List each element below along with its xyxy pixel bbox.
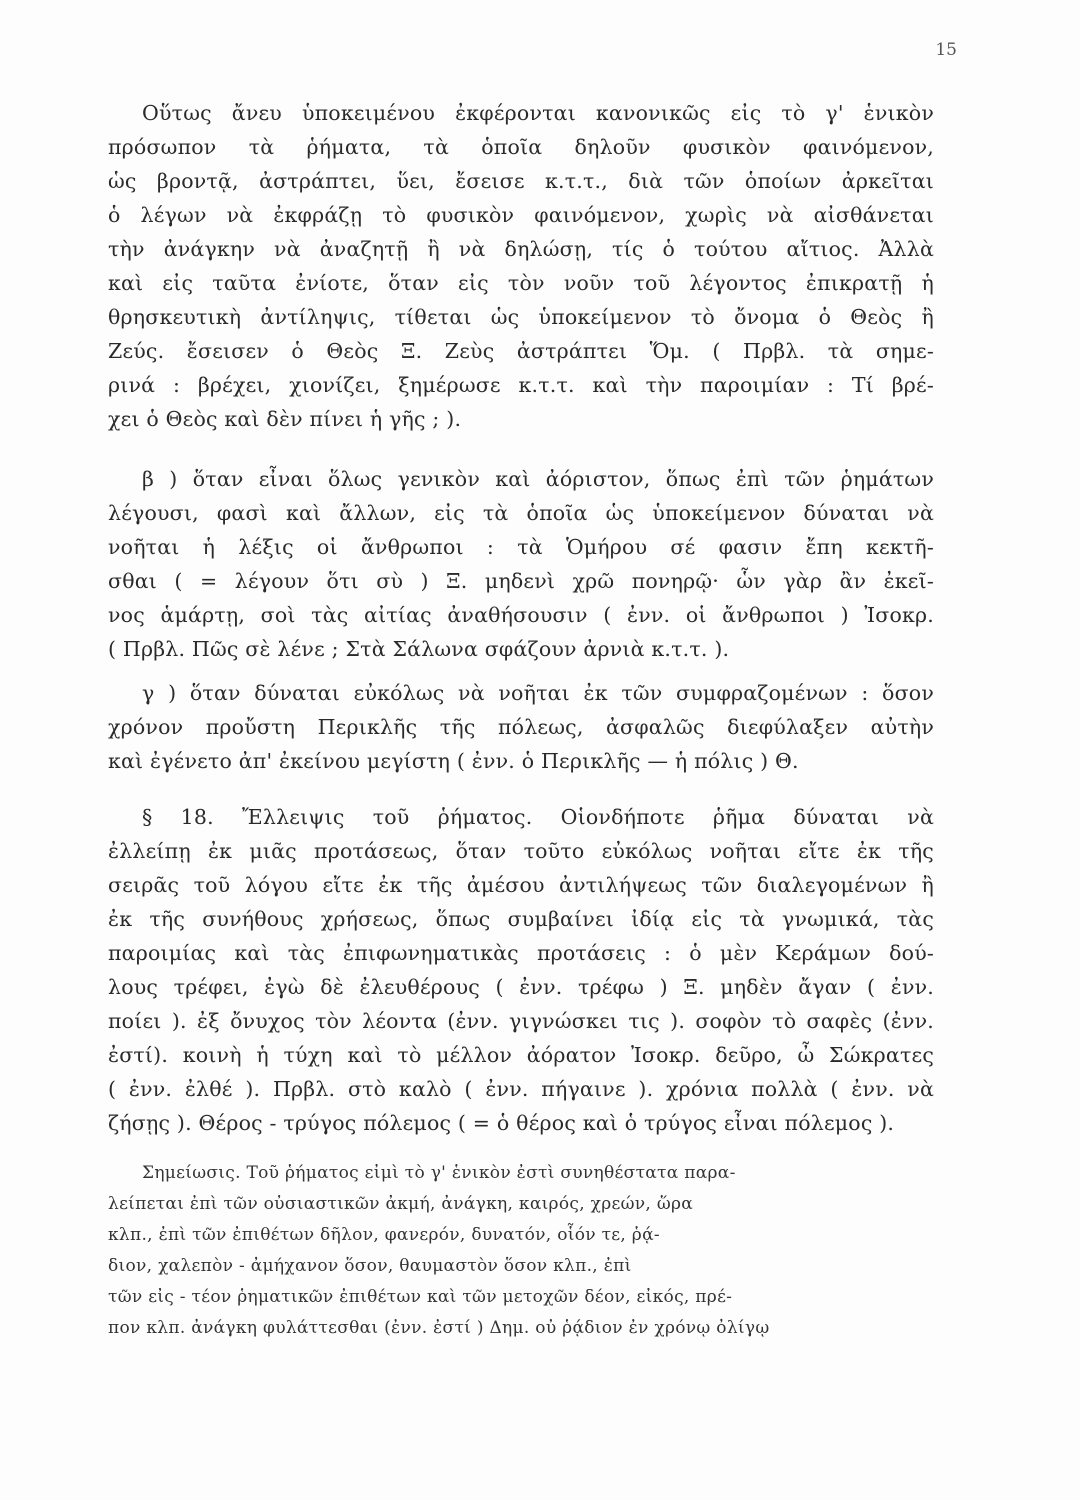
text-line: Ζεύς. ἔσεισεν ὁ Θεὸς Ξ. Ζεὺς ἀστράπτει Ὅμ. ( Πρβλ. τὰ σημε-: [108, 339, 934, 363]
text-line: παροιμίας καὶ τὰς ἐπιφωνηματικὰς προτάσεις : ὁ μὲν Κεράμων δού-: [108, 941, 934, 965]
text-line: διον, χαλεπὸν - ἀμήχανον ὅσον, θαυμαστὸν ὅσον κλπ., ἐπὶ: [108, 1256, 632, 1276]
text-line: πρόσωπον τὰ ῥήματα, τὰ ὁποῖα δηλοῦν φυσικὸν φαινόμενον,: [108, 135, 934, 159]
text-line: τῶν εἰς - τέον ῥηματικῶν ἐπιθέτων καὶ τῶν μετοχῶν δέον, εἰκός, πρέ-: [108, 1287, 733, 1307]
page-number: 15: [935, 40, 957, 60]
text-line: ὁ λέγων νὰ ἐκφράζῃ τὸ φυσικὸν φαινόμενον, χωρὶς νὰ αἰσθάνεται: [108, 203, 934, 227]
text-line: νοῆται ἡ λέξις οἱ ἄνθρωποι : τὰ Ὁμήρου σέ φασιν ἔπη κεκτῆ-: [108, 535, 934, 559]
text-line: πον κλπ. ἀνάγκη φυλάττεσθαι (ἐνν. ἐστί ) Δημ. οὐ ῥᾴδιον ἐν χρόνῳ ὀλίγῳ: [108, 1318, 770, 1338]
text-line: τὴν ἀνάγκην νὰ ἀναζητῇ ἢ νὰ δηλώσῃ, τίς ὁ τούτου αἴτιος. Ἀλλὰ: [108, 237, 934, 261]
section-18-ellipsis-of-verb: [108, 800, 934, 1140]
paragraph-beta: [108, 462, 934, 666]
text-line: καὶ ἐγένετο ἀπ' ἐκείνου μεγίστη ( ἐνν. ὁ Περικλῆς — ἡ πόλις ) Θ.: [108, 749, 799, 773]
paragraph-impersonal-verbs: [108, 96, 934, 436]
text-line: λέγουσι, φασὶ καὶ ἄλλων, εἰς τὰ ὁποῖα ὡς ὑποκείμενον δύναται νὰ: [108, 501, 934, 525]
text-line: β ) ὅταν εἶναι ὅλως γενικὸν καὶ ἀόριστον, ὅπως ἐπὶ τῶν ῥημάτων: [142, 467, 934, 491]
text-line: ( Πρβλ. Πῶς σὲ λένε ; Στὰ Σάλωνα σφάζουν ἀρνιὰ κ.τ.τ. ).: [108, 637, 730, 661]
text-line: σθαι ( = λέγουν ὅτι σὺ ) Ξ. μηδενὶ χρῶ πονηρῷ· ὧν γὰρ ἂν ἐκεῖ-: [108, 569, 934, 593]
text-line: ρινά : βρέχει, χιονίζει, ξημέρωσε κ.τ.τ. καὶ τὴν παροιμίαν : Τί βρέ-: [108, 373, 934, 397]
text-line: Σημείωσις. Τοῦ ῥήματος εἰμὶ τὸ γ' ἑνικὸν ἐστὶ συνηθέστατα παρα-: [142, 1163, 736, 1183]
footnote-remark: [108, 1158, 934, 1344]
text-line: κλπ., ἐπὶ τῶν ἐπιθέτων δῆλον, φανερόν, δυνατόν, οἷόν τε, ῥᾴ-: [108, 1225, 660, 1245]
text-line: ἐκ τῆς συνήθους χρήσεως, ὅπως συμβαίνει ἰδίᾳ εἰς τὰ γνωμικά, τὰς: [108, 907, 934, 931]
text-line: ἐστί). κοινὴ ἡ τύχη καὶ τὸ μέλλον ἀόρατον Ἰσοκρ. δεῦρο, ὦ Σώκρατες: [108, 1043, 934, 1067]
text-line: νος ἁμάρτῃ, σοὶ τὰς αἰτίας ἀναθήσουσιν ( ἐνν. οἱ ἄνθρωποι ) Ἰσοκρ.: [108, 603, 934, 627]
text-line: χει ὁ Θεὸς καὶ δὲν πίνει ἡ γῆς ; ).: [108, 407, 462, 431]
paragraph-gamma: [108, 676, 934, 778]
text-line: λείπεται ἐπὶ τῶν οὐσιαστικῶν ἀκμή, ἀνάγκη, καιρός, χρεών, ὥρα: [108, 1194, 694, 1214]
text-line: ἐλλείπῃ ἐκ μιᾶς προτάσεως, ὅταν τοῦτο εὐκόλως νοῆται εἴτε ἐκ τῆς: [108, 839, 934, 863]
text-line: καὶ εἰς ταῦτα ἐνίοτε, ὅταν εἰς τὸν νοῦν τοῦ λέγοντος ἐπικρατῇ ἡ: [108, 271, 934, 295]
section-heading-line: § 18. Ἔλλειψις τοῦ ῥήματος. Οἱονδήποτε ῥῆμα δύναται νὰ: [142, 805, 934, 829]
text-line: ὡς βροντᾷ, ἀστράπτει, ὕει, ἔσεισε κ.τ.τ., διὰ τῶν ὁποίων ἀρκεῖται: [108, 169, 934, 193]
text-line: ( ἐνν. ἐλθέ ). Πρβλ. στὸ καλὸ ( ἐνν. πήγαινε ). χρόνια πολλὰ ( ἐνν. νὰ: [108, 1077, 934, 1101]
text-line: λους τρέφει, ἐγὼ δὲ ἐλευθέρους ( ἐνν. τρέφω ) Ξ. μηδὲν ἄγαν ( ἐνν.: [108, 975, 934, 999]
text-line: Οὕτως ἄνευ ὑποκειμένου ἐκφέρονται κανονικῶς εἰς τὸ γ' ἑνικὸν: [142, 101, 934, 125]
text-line: χρόνον προὔστη Περικλῆς τῆς πόλεως, ἀσφαλῶς διεφύλαξεν αὐτὴν: [108, 715, 934, 739]
text-line: γ ) ὅταν δύναται εὐκόλως νὰ νοῆται ἐκ τῶν συμφραζομένων : ὅσον: [142, 681, 934, 705]
text-line: σειρᾶς τοῦ λόγου εἴτε ἐκ τῆς ἀμέσου ἀντιλήψεως τῶν διαλεγομένων ἢ: [108, 873, 934, 897]
text-line: θρησκευτικὴ ἀντίληψις, τίθεται ὡς ὑποκείμενον τὸ ὄνομα ὁ Θεὸς ἢ: [108, 305, 934, 329]
text-line: ποίει ). ἐξ ὄνυχος τὸν λέοντα (ἐνν. γιγνώσκει τις ). σοφὸν τὸ σαφὲς (ἐνν.: [108, 1009, 934, 1033]
text-line: ζήσῃς ). Θέρος - τρύγος πόλεμος ( = ὁ θέρος καὶ ὁ τρύγος εἶναι πόλεμος ).: [108, 1111, 895, 1135]
